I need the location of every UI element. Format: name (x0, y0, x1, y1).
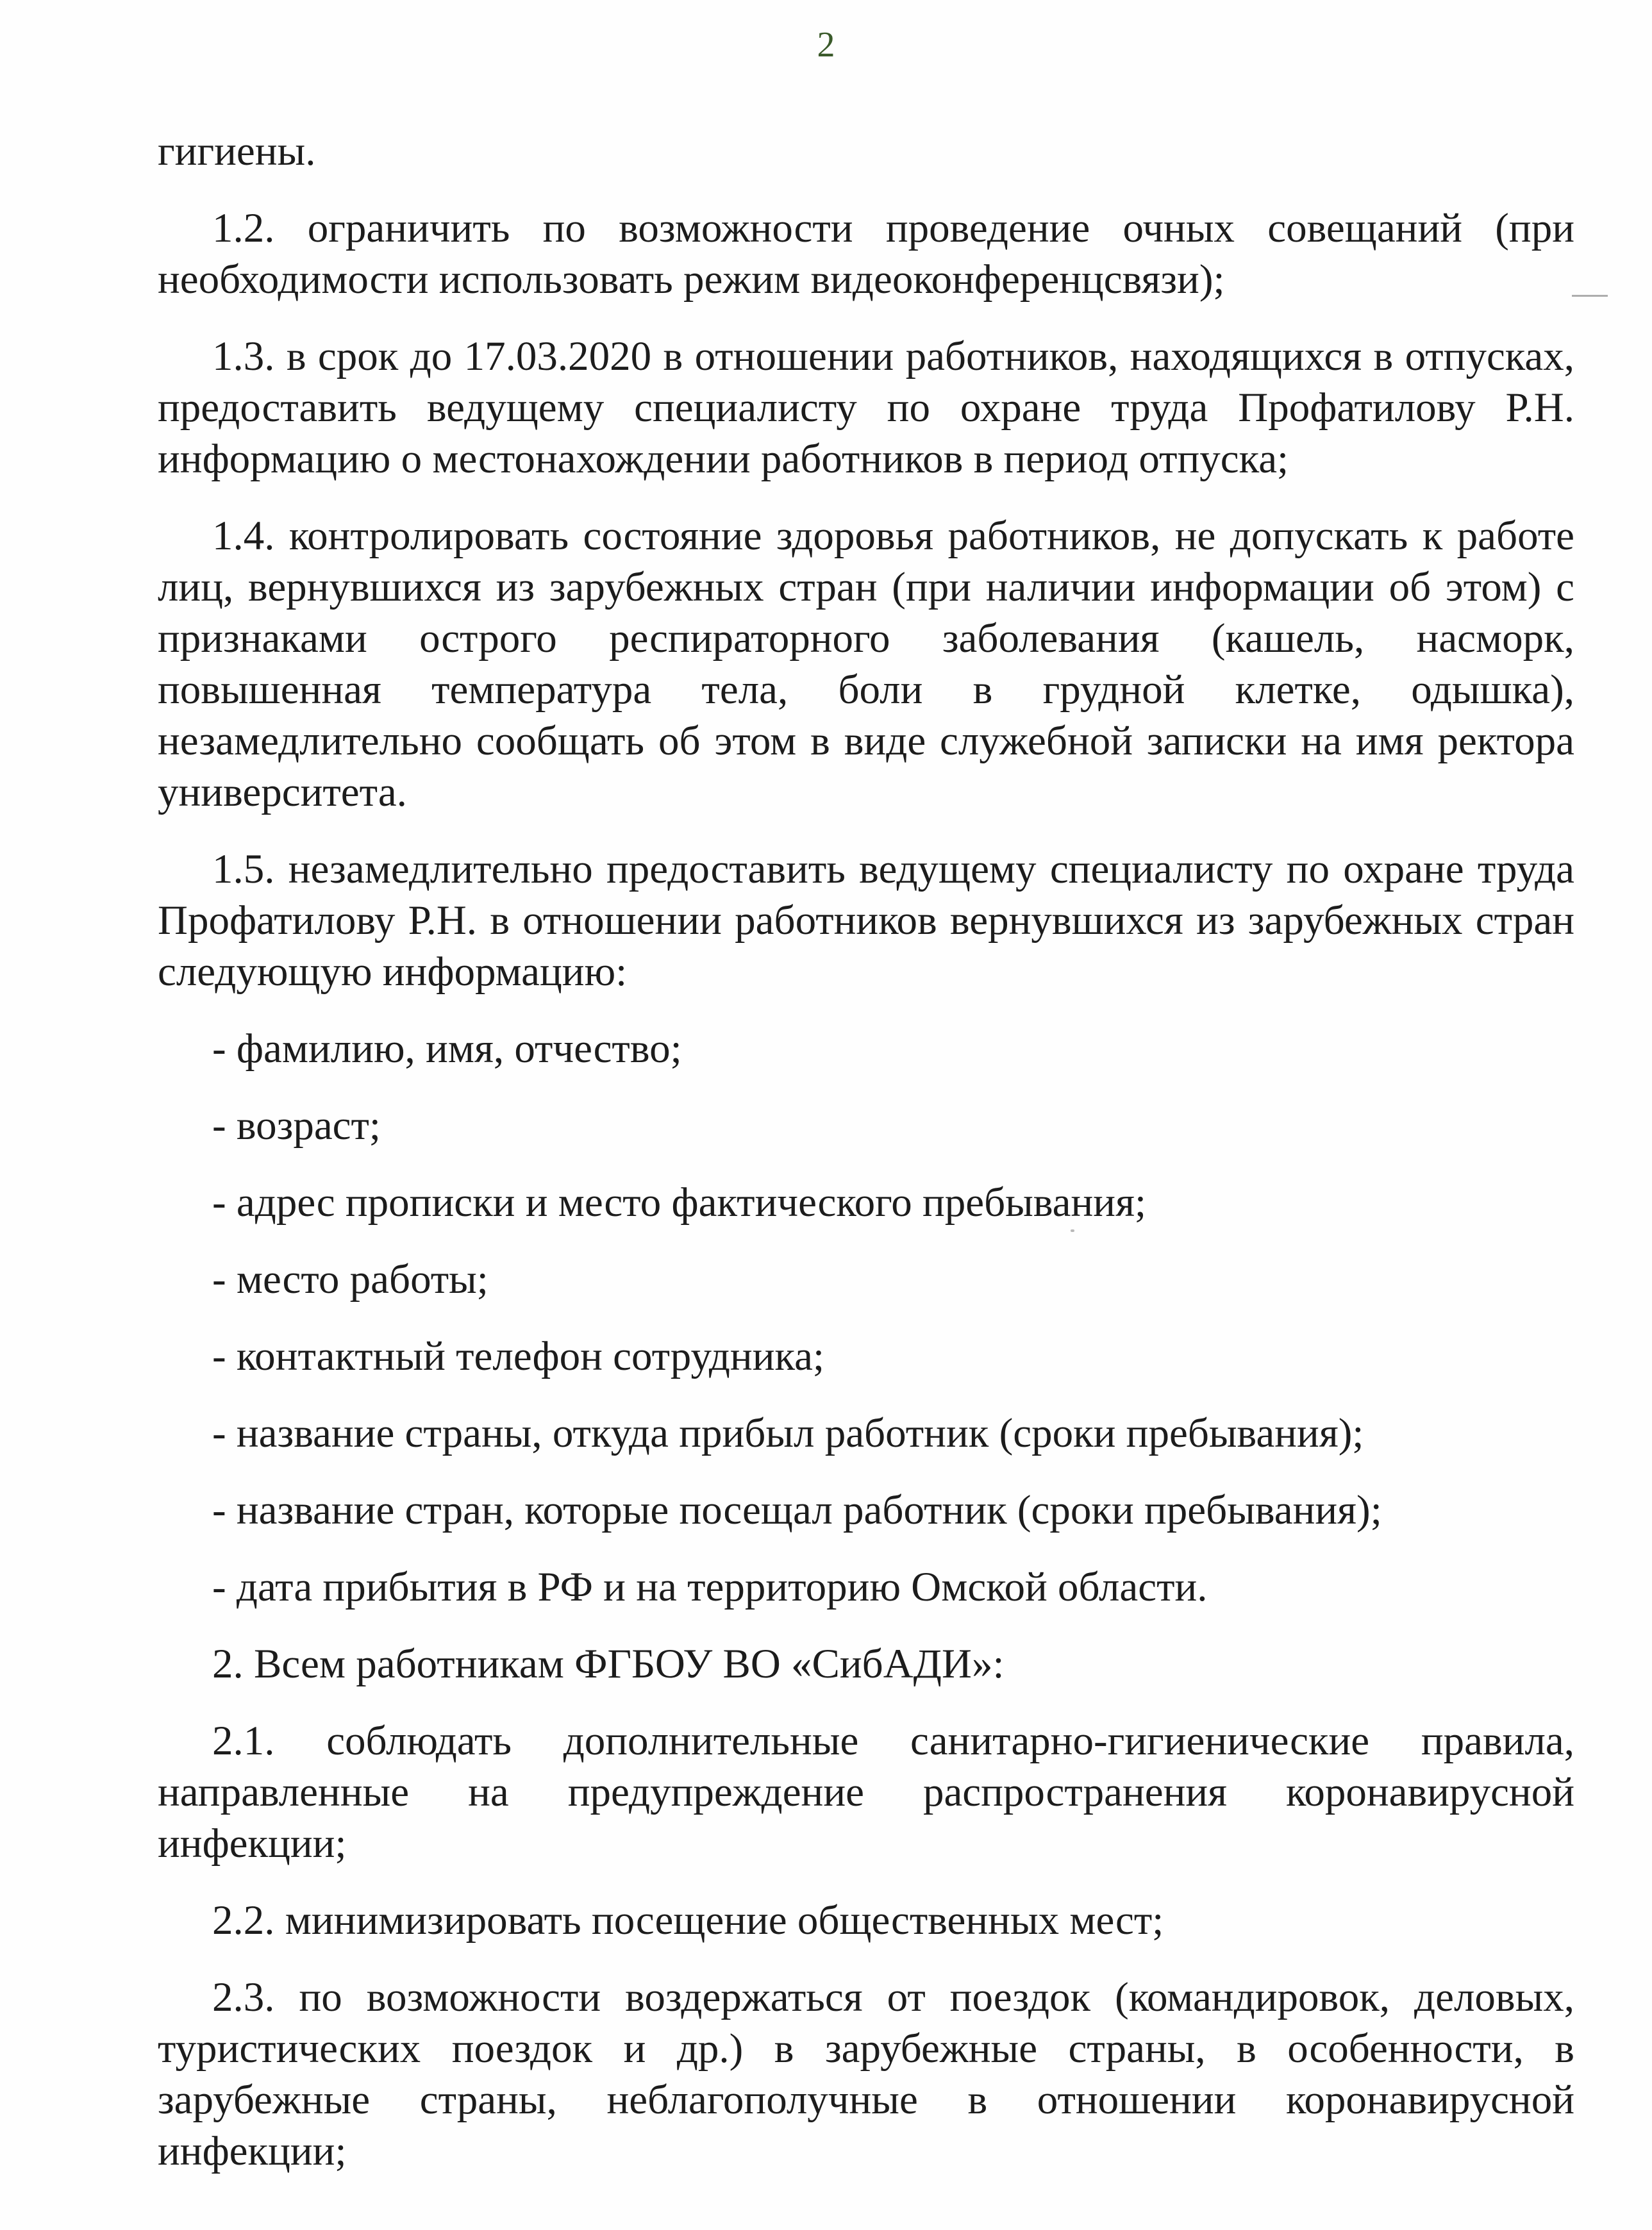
paragraph-2-1: 2.1. соблюдать дополнительные санитарно-гигиенические правила, направленные на предупреждение распространения коронавирусной инфекции; (158, 1718, 1574, 1867)
paragraph-1-5: 1.5. незамедлительно предоставить ведущему специалисту по охране труда Профатилову Р.Н. в отношении работников вернувшихся из зарубежных стран следующую информацию: (158, 846, 1574, 995)
list-item: - контактный телефон сотрудника; (212, 1333, 825, 1379)
list-item: - место работы; (212, 1256, 488, 1302)
list-item: - возраст; (212, 1103, 381, 1149)
list-item: - адрес прописки и место фактического пребывания; (212, 1179, 1147, 1226)
paragraph-continuation: гигиены. (158, 128, 316, 174)
margin-pencil-mark (1572, 295, 1608, 297)
list-item: - название страны, откуда прибыл работник (сроки пребывания); (212, 1410, 1364, 1456)
document-body (158, 126, 1574, 2202)
info-list (158, 1023, 1574, 1613)
paragraph-1-3: 1.3. в срок до 17.03.2020 в отношении работников, находящихся в отпусках, предоставить ведущему специалисту по охране труда Профатилову Р.Н. информацию о местонахождении работников в период отпуска; (158, 333, 1574, 482)
list-item: - дата прибытия в РФ и на территорию Омской области. (212, 1564, 1208, 1610)
paragraph-1-2: 1.2. ограничить по возможности проведение очных совещаний (при необходимости использовать режим видеоконференцсвязи); (158, 205, 1574, 303)
list-item: - название стран, которые посещал работник (сроки пребывания); (212, 1487, 1382, 1533)
section-2-heading: 2. Всем работникам ФГБОУ ВО «СибАДИ»: (212, 1641, 1005, 1687)
paragraph-2-3: 2.3. по возможности воздержаться от поездок (командировок, деловых, туристических поездок и др.) в зарубежные страны, в особенности, в зарубежные страны, неблагополучные в отношении коронавирусной инфекции; (158, 1974, 1574, 2174)
page-number: 2 (817, 25, 835, 65)
list-item: - фамилию, имя, отчество; (212, 1026, 682, 1072)
paragraph-2-2: 2.2. минимизировать посещение общественных мест; (212, 1897, 1164, 1943)
paragraph-1-4: 1.4. контролировать состояние здоровья работников, не допускать к работе лиц, вернувшихся из зарубежных стран (при наличии информации об этом) с признаками острого респираторного заболевания (кашель, насморк, повышенная температура тела, боли в грудной клетке, одышка), незамедлительно сообщать об этом в виде служебной записки на имя ректора университета. (158, 513, 1574, 815)
